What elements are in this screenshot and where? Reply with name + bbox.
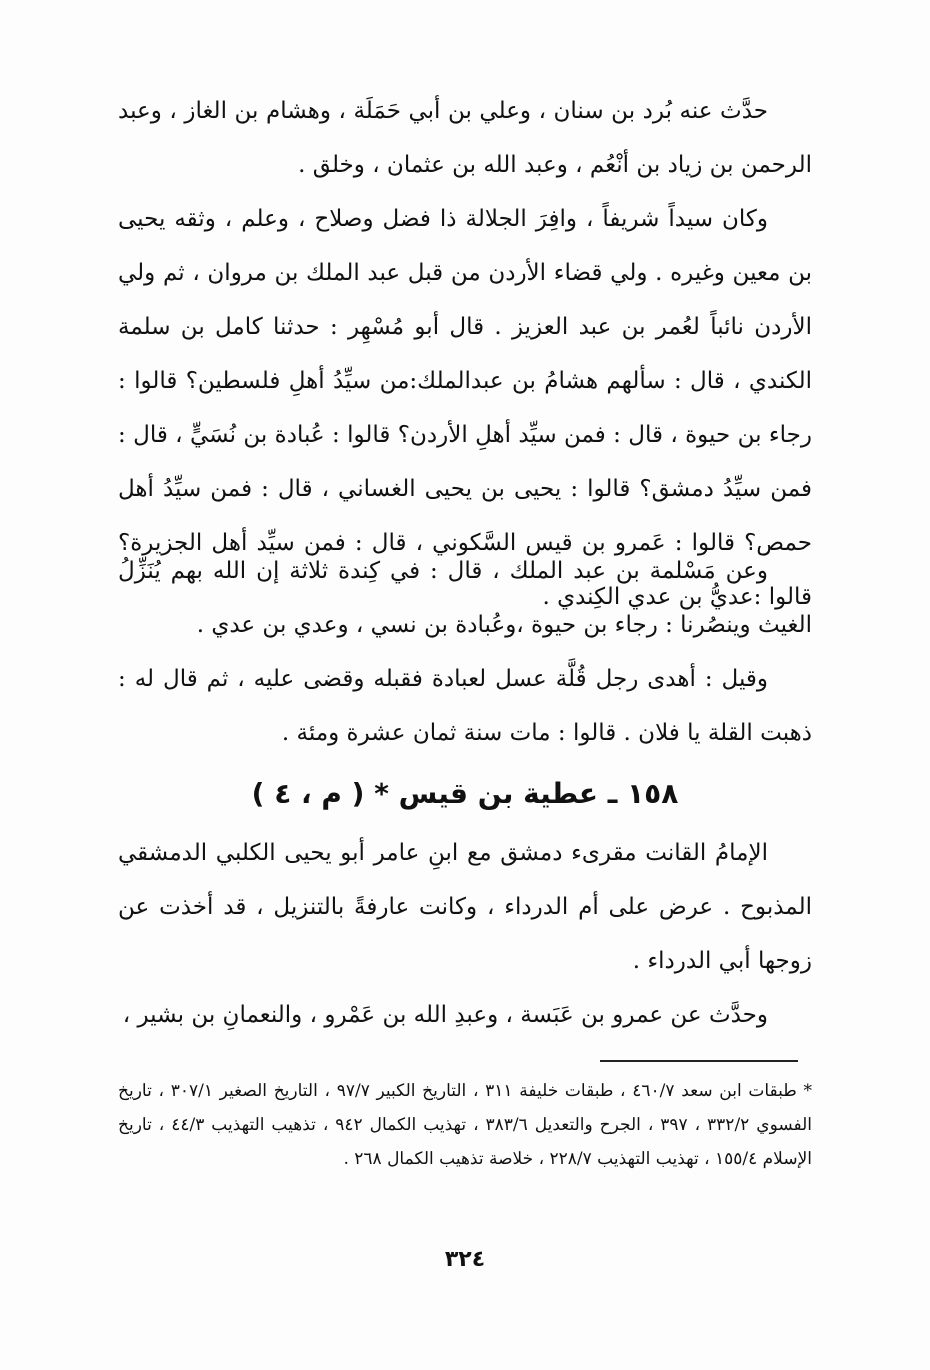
page-number: ٣٢٤ — [444, 1247, 486, 1272]
paragraph-text: حدَّث عنه بُرد بن سنان ، وعلي بن أبي حَمَلَة ، وهشام بن الغاز ، وعبد الرحمن بن زياد بن أنْعُم ، وعبد الله بن عثمان ، وخلق . — [118, 98, 812, 178]
section-heading: ١٥٨ ـ عطية بن قيس * ( م ، ٤ ) — [251, 777, 679, 810]
paragraph-text: وكان سيداً شريفاً ، وافِرَ الجلالة ذا فضل وصلاح ، وعلم ، وثقه يحيى بن معين وغيره . ولي قضاء الأردن من قبل عبد الملك بن مروان ، ثم ولي الأردن نائباً لعُمر بن عبد العزيز . قال أبو مُسْهِر : حدثنا كامل بن سلمة الكندي ، قال : سألهم هشامُ بن عبدالملك:من سيِّدُ أهلِ فلسطين؟ قالوا : رجاء بن حيوة ، قال : فمن سيِّد أهلِ الأردن؟ قالوا : عُبادة بن نُسَيٍّ ، قال : فمن سيِّدُ دمشق؟ قالوا : يحيى بن يحيى الغساني ، قال : فمن سيِّدُ أهل حمص؟ قالوا : عَمرو بن قيس السَّكوني ، قال : فمن سيِّد أهل الجزيرة؟ قالوا :عديُّ بن عدي الكِندي . — [118, 206, 812, 610]
footnote: * طبقات ابن سعد ٤٦٠/٧ ، طبقات خليفة ٣١١ ، التاريخ الكبير ٩٧/٧ ، التاريخ الصغير ٣٠٧/١ ، تاريخ الفسوي ٣٣٢/٢ ، ٣٩٧ ، الجرح والتعديل ٣٨٣/٦ ، تهذيب الكمال ٩٤٢ ، تذهيب التهذيب ٤٤/٣ ، تاريخ الإسلام ١٥٥/٤ ، تهذيب التهذيب ٢٢٨/٧ ، خلاصة تذهيب الكمال ٢٦٨ . — [118, 1081, 813, 1169]
paragraph-text: وعن مَسْلمة بن عبد الملك ، قال : في كِندة ثلاثة إن الله بهم يُنَزِّلُ الغيث وينصُرنا : رجاء بن حيوة ،وعُبادة بن نسي ، وعدي بن عدي . — [118, 558, 812, 638]
paragraph-text: الإمامُ القانت مقرىء دمشق مع ابنِ عامر أبو يحيى الكلبي الدمشقي المذبوح . عرض على أم الدرداء ، وكانت عارفةً بالتنزيل ، قد أخذت عن زوجها أبي الدرداء . — [118, 840, 812, 974]
paragraph-death — [118, 652, 812, 760]
paragraph-text: وحدَّث عن عمرو بن عَبَسة ، وعبدِ الله بن عَمْرو ، والنعمانِ بن بشير ، — [122, 1002, 768, 1028]
paragraph-maslama — [118, 544, 812, 652]
paragraph-narrated — [118, 988, 812, 1042]
paragraph-narrators — [118, 84, 812, 192]
footnote-divider — [600, 1060, 798, 1062]
paragraph-imam — [118, 826, 812, 988]
paragraph-text: وقيل : أهدى رجل قُلَّة عسل لعبادة فقبله وقضى عليه ، ثم قال له : ذهبت القلة يا فلان . قالوا : مات سنة ثمان عشرة ومئة . — [118, 666, 812, 746]
